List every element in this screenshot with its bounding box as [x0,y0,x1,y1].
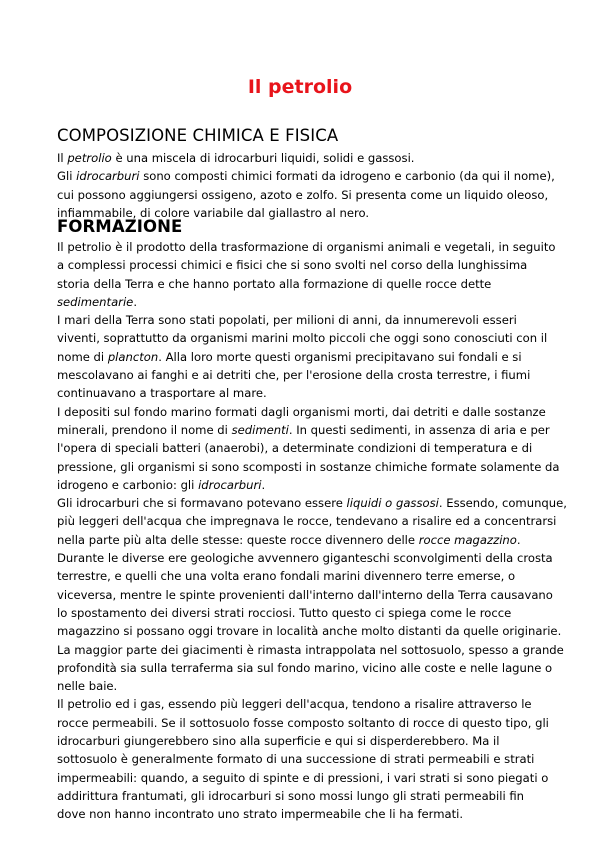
text-run: sono composti chimici formati da idrogeno e carbonio (da qui il nome), [139,169,555,184]
text-line [57,677,543,695]
text-line [57,348,543,366]
text-run: l'opera di speciali batteri (anaerobi), a determinate condizioni di temperatura e di [57,441,533,456]
text-run: . Alla loro morte questi organismi precipitavano sui fondali e si [158,349,522,364]
text-line [57,586,553,604]
text-line [57,567,543,585]
text-run: idrocarburi giungerebbero sino alla superficie e qui si disperderebbero. Ma il [57,734,500,749]
text-line [57,714,549,732]
text-run: minerali, prendono il nome di [57,422,232,437]
text-run: Gli [57,169,77,184]
text-line [57,167,555,185]
italic-term: idrocarburi [198,477,262,492]
text-run: . In questi sedimenti, in assenza di aria e per [288,422,550,437]
text-line [57,641,564,659]
text-run: idrogeno e carbonio: gli [57,477,199,492]
text-line [57,750,543,768]
text-line [57,805,543,823]
italic-term: petrolio [67,151,112,165]
text-line [57,458,560,476]
text-line [57,659,553,677]
text-run: viventi, soprattutto da organismi marini molto piccoli che oggi sono conosciuti con il [57,331,548,346]
text-line [57,494,567,512]
text-run: La maggior parte dei giacimenti è rimasta intrappolata nel sottosuolo, spesso a grande [57,642,564,657]
text-run: addirittura frantumati, gli idrocarburi si sono mossi lungo gli strati permeabili fin [57,788,525,803]
section-heading-composizione: COMPOSIZIONE CHIMICA E FISICA [57,126,339,145]
text-run: cui possono aggiungersi ossigeno, azoto e zolfo. Si presenta come un liquido oleoso, [57,187,549,202]
text-run: nella parte più alta delle stesse: queste rocce divennero delle [57,532,419,547]
text-line [57,549,553,567]
text-run: infiammabile, di colore variabile dal giallastro al nero. [57,205,370,220]
text-line [57,512,557,530]
text-run: Il [57,151,68,165]
text-line [57,186,549,204]
text-run: impermeabili: quando, a seguito di spinte e di pressioni, i vari strati si sono piegati o [57,770,549,785]
text-run: magazzino si possano oggi trovare in località anche molto distanti da quelle originarie. [57,624,562,639]
text-run: . [133,294,137,309]
text-line [57,531,543,549]
text-run: è una miscela di idrocarburi liquidi, solidi e gassosi. [111,151,415,165]
text-run: . [516,532,521,547]
section-body-formazione [57,238,567,824]
text-line [57,293,543,311]
text-run: Il petrolio è il prodotto della trasformazione di organismi animali e vegetali, in seguito [57,240,556,254]
document-title: Il petrolio [247,76,353,98]
text-run: I mari della Terra sono stati popolati, per milioni di anni, da innumerevoli esseri [57,313,517,328]
text-run: sottosuolo è generalmente formato di una successione di strati permeabili e strati [57,752,535,767]
text-run: più leggeri dell'acqua che impregnava le rocce, tendevano a risalire ed a concentrarsi [57,514,557,529]
text-line [57,149,543,167]
text-line [57,732,543,750]
text-run: pressione, gli organismi si sono scomposti in sostanze chimiche formate solamente da [57,459,560,474]
text-line [57,622,562,640]
text-run: dove non hanno incontrato uno strato impermeabile che li ha fermati. [57,807,464,822]
text-run: lo spostamento dei diversi strati rocciosi. Tutto questo ci spiega come le rocce [57,605,512,620]
italic-term: idrocarburi [76,169,140,184]
text-run: storia della Terra e che hanno portato alla formazione di quelle rocce dette [57,276,492,291]
text-run: . Essendo, comunque, [438,496,567,511]
italic-term: plancton [107,349,159,364]
text-run: Durante le diverse ere geologiche avvennero giganteschi sconvolgimenti della crosta [57,551,553,566]
text-run: mescolavano ai fanghi e ai detriti che, per l'erosione della crosta terrestre, i fiumi [57,368,531,383]
text-line [57,769,549,787]
section-heading-formazione: FORMAZIONE [57,217,183,236]
italic-term: sedimentarie [57,294,134,309]
text-run: viceversa, mentre le spinte provenienti dall'interno dall'interno della Terra causavano [57,587,553,602]
text-line [57,439,543,457]
text-line [57,403,546,421]
text-line [57,256,543,274]
text-run: Gli idrocarburi che si formavano potevano essere [57,496,347,511]
italic-term: liquidi o gassosi [346,496,439,511]
text-line [57,787,543,805]
text-run: a complessi processi chimici e fisici che si sono svolti nel corso della lunghissima [57,258,528,273]
text-line [57,311,543,329]
text-line [57,329,548,347]
text-run: rocce permeabili. Se il sottosuolo fosse composto soltanto di rocce di questo tipo, gli [57,715,549,730]
text-line [57,238,556,256]
section-body-composizione [57,149,555,222]
text-run: nelle baie. [57,679,118,694]
text-run: terrestre, e quelli che una volta erano fondali marini divennero terre emerse, o [57,569,516,584]
text-line [57,275,543,293]
text-line [57,695,543,713]
text-run: I depositi sul fondo marino formati dagli organismi morti, dai detriti e dalle sostanze [57,404,546,419]
text-line [57,604,543,622]
text-line [57,476,543,494]
text-line [57,366,543,384]
italic-term: rocce magazzino [418,532,517,547]
text-run: Il petrolio ed i gas, essendo più leggeri dell'acqua, tendono a risalire attraverso le [57,697,532,712]
text-run: profondità sia sulla terraferma sia sul fondo marino, vicino alle coste e nelle lagune o [57,660,553,675]
text-run: continuavano a trasportare al mare. [57,386,267,401]
text-run: nome di [57,349,108,364]
text-line [57,384,543,402]
text-line [57,421,550,439]
text-run: . [261,477,266,492]
italic-term: sedimenti [231,422,289,437]
